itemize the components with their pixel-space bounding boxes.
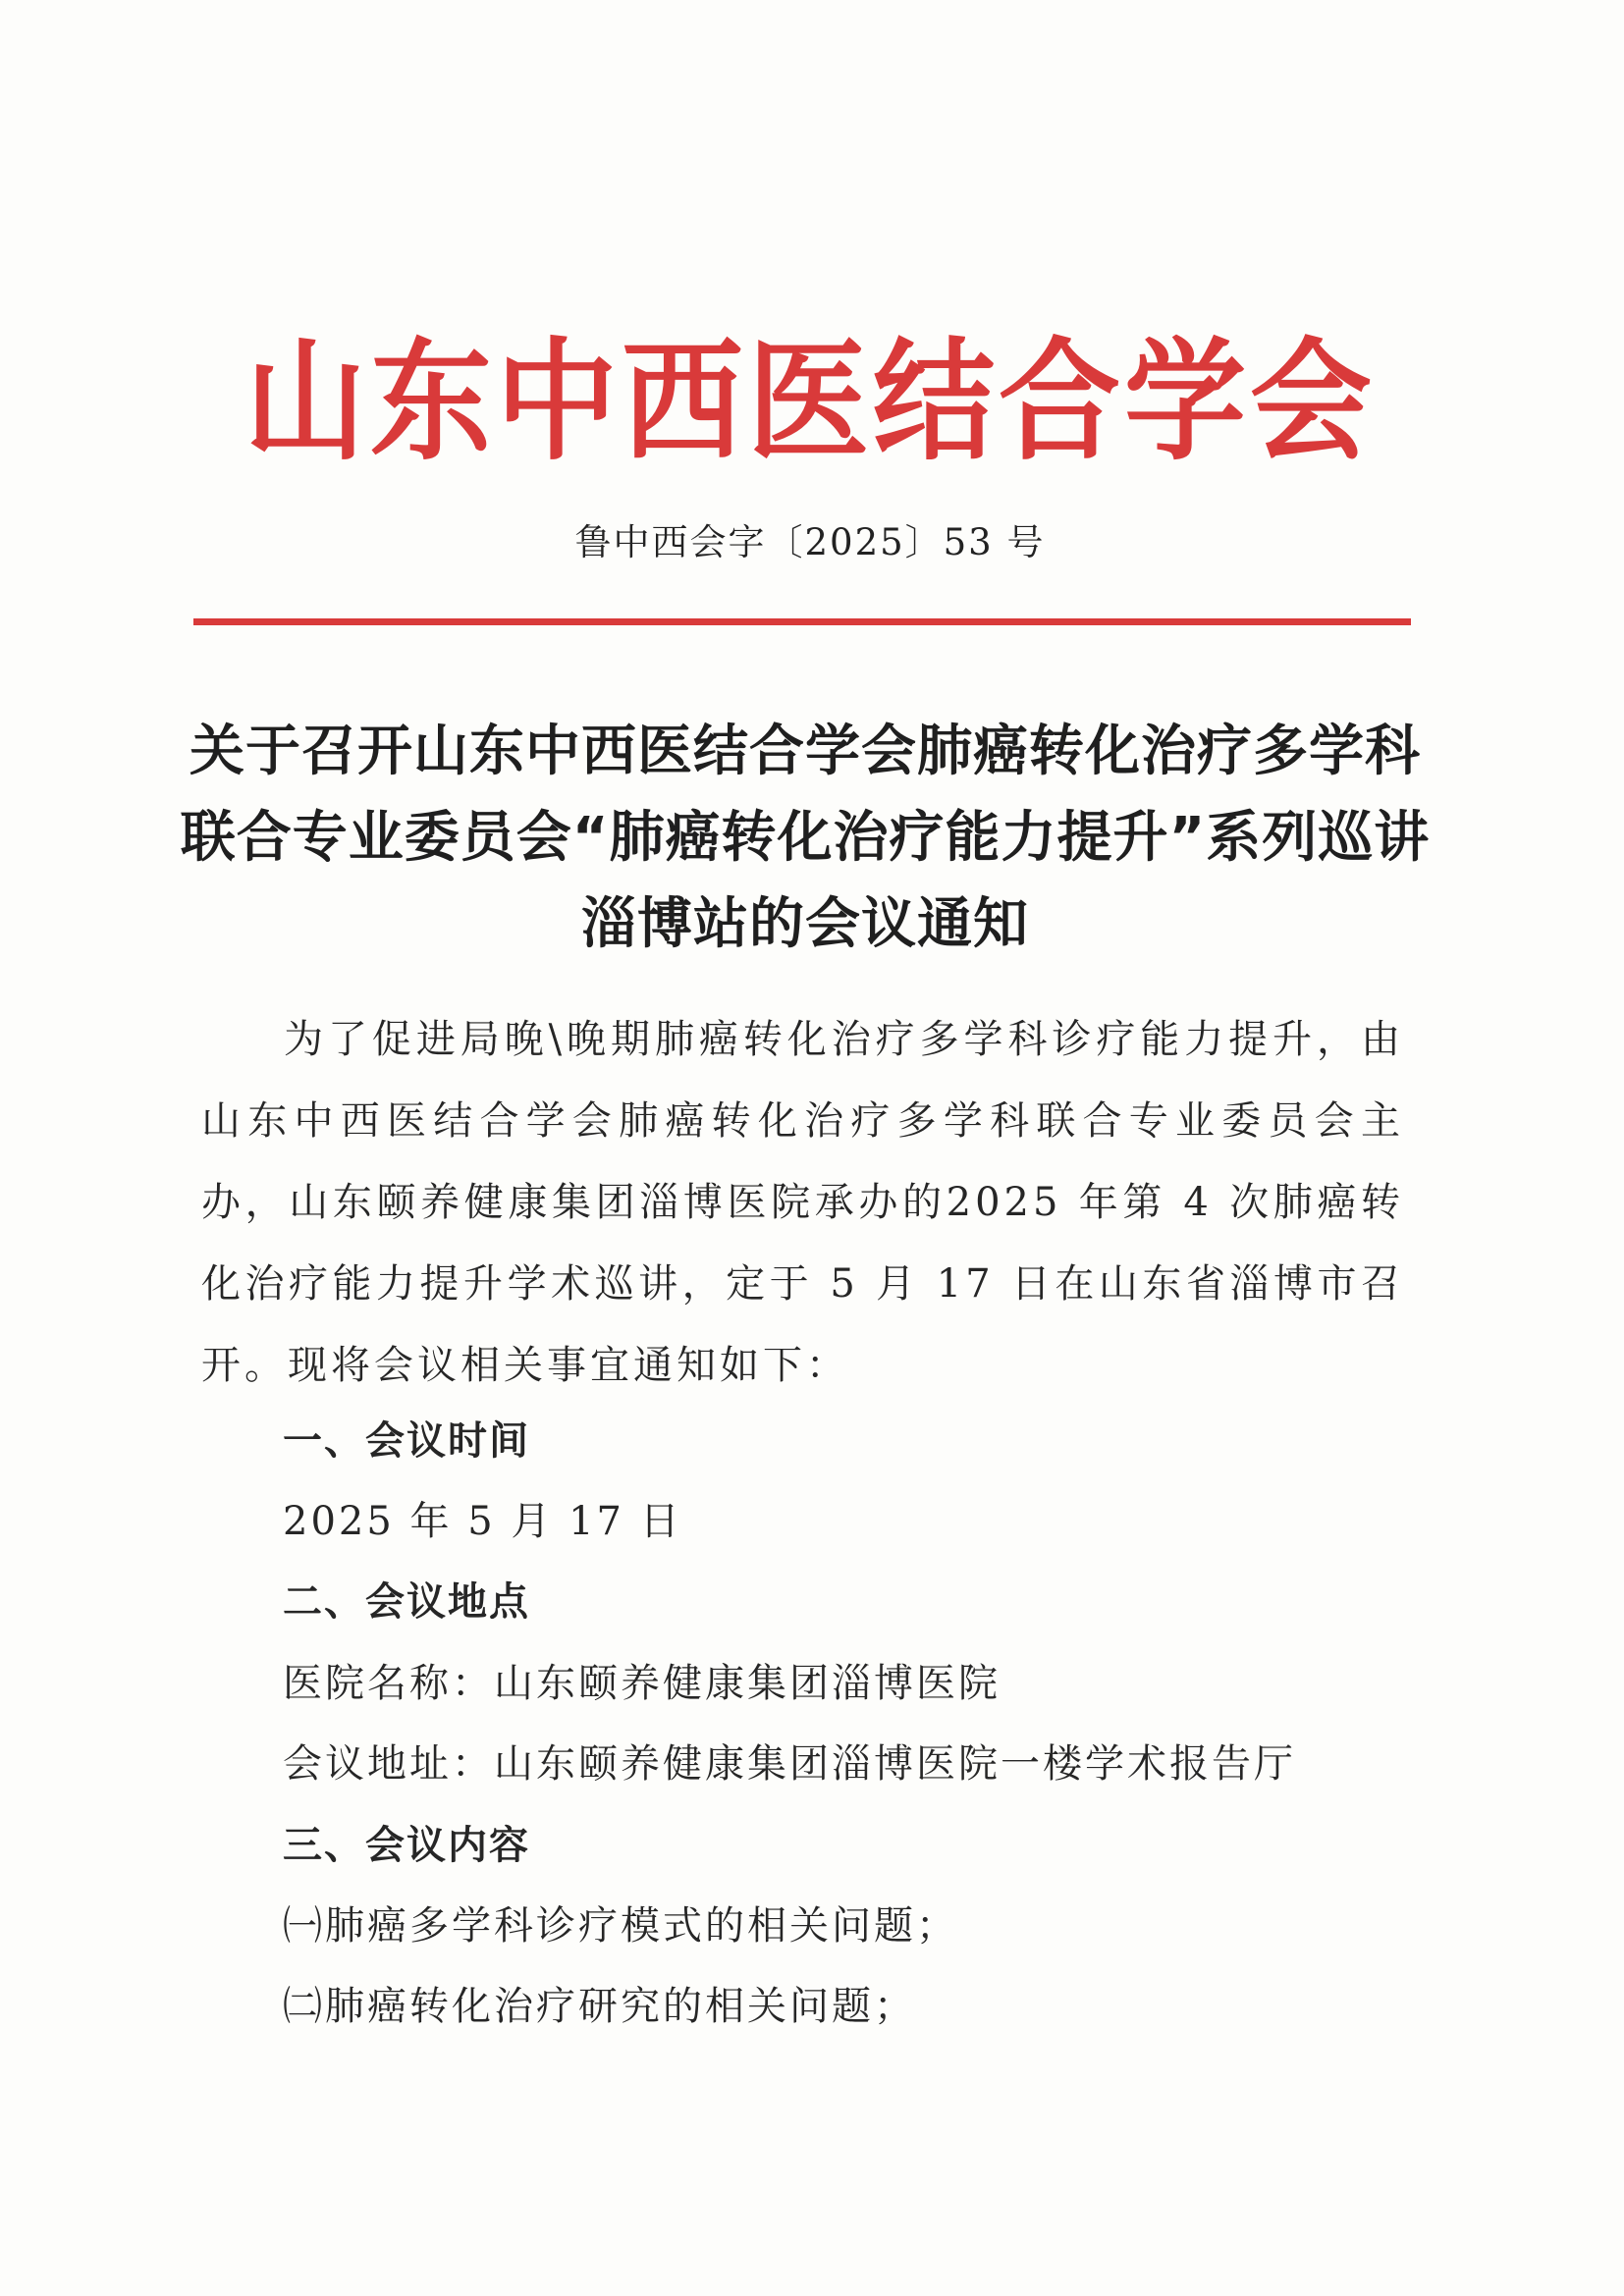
hospital-name: 医院名称：山东颐养健康集团淄博医院 xyxy=(283,1661,1001,1706)
document-number: 鲁中西会字〔2025〕53 号 xyxy=(574,521,1046,563)
section-heading-time: 一、会议时间 xyxy=(283,1418,530,1464)
section-heading-content: 三、会议内容 xyxy=(283,1823,530,1868)
intro-paragraph: 为了促进局晚\晚期肺癌转化治疗多学科诊疗能力提升，由山东中西医结合学会肺癌转化治疗多学科联合专业委员会主办，山东颐养健康集团淄博医院承办的2025 年第 4 次肺癌转化治疗能力提升学术巡讲，定于 5 月 17 日在山东省淄博市召开。现将会议相关事宜通知如下： xyxy=(201,1017,1404,1388)
section-heading-location: 二、会议地点 xyxy=(283,1579,530,1625)
red-divider xyxy=(193,618,1411,625)
notice-title: 关于召开山东中西医结合学会肺癌转化治疗多学科联合专业委员会“肺癌转化治疗能力提升”系列巡讲淄博站的会议通知 xyxy=(180,720,1431,956)
content-item: ㈡肺癌转化治疗研究的相关问题； xyxy=(283,1984,916,2029)
meeting-date: 2025 年 5 月 17 日 xyxy=(283,1499,682,1544)
organization-title: 山东中西医结合学会 xyxy=(244,325,1376,479)
content-item: ㈠肺癌多学科诊疗模式的相关问题； xyxy=(283,1903,958,1949)
meeting-address: 会议地址：山东颐养健康集团淄博医院一楼学术报告厅 xyxy=(283,1741,1296,1787)
